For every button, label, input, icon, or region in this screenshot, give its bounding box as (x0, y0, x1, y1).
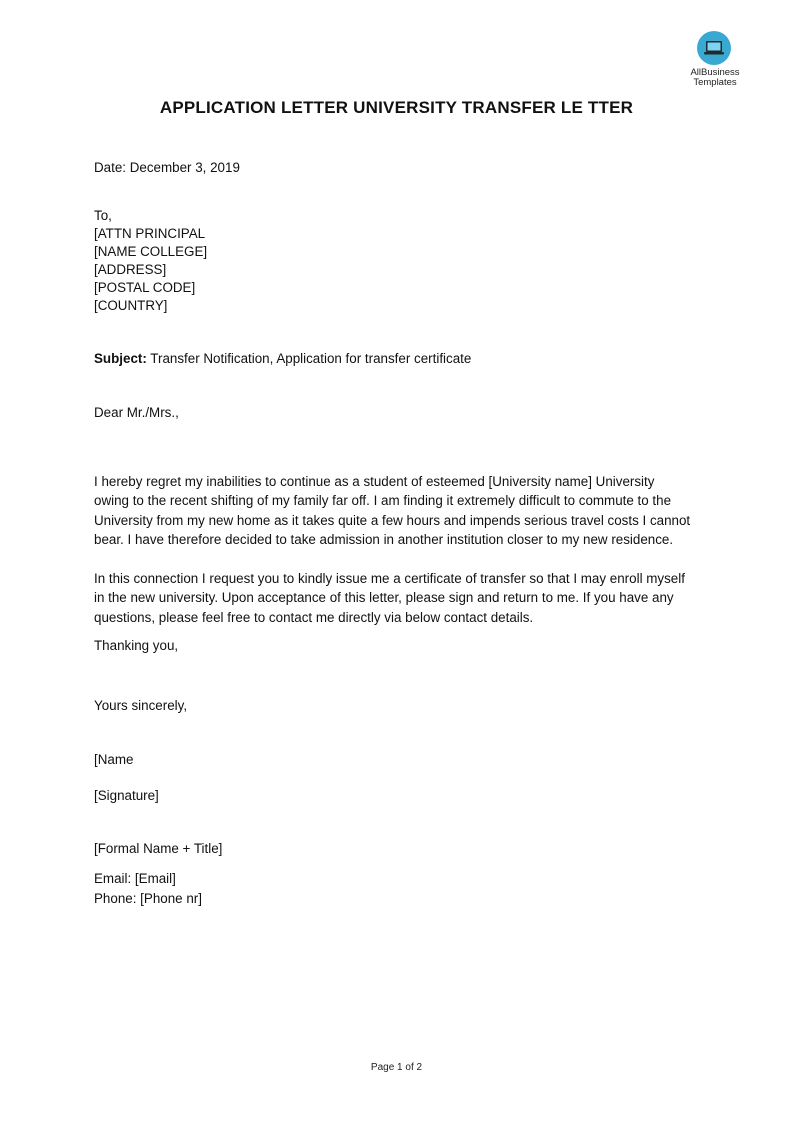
paragraph-line: University from my new home as it takes quite a few hours and impends serious travel costs I cannot (94, 512, 691, 528)
closing-line: Yours sincerely, (94, 698, 188, 713)
logo-badge (697, 31, 731, 65)
paragraph-line: bear. I have therefore decided to take admission in another institution closer to my new residence. (94, 532, 674, 548)
logo-text (683, 68, 747, 87)
salutation: Dear Mr./Mrs., (94, 405, 179, 420)
contact-phone: Phone: [Phone nr] (94, 891, 202, 906)
allbusiness-logo[interactable] (683, 31, 747, 91)
logo-line-2: Templates (693, 76, 737, 88)
subject-label: Subject: (94, 351, 147, 366)
paragraph-2 (94, 569, 699, 627)
paragraph-line: I hereby regret my inabilities to continue as a student of esteemed [University name] University (94, 474, 655, 489)
recipient-line: [POSTAL CODE] (94, 280, 196, 295)
recipient-line: [COUNTRY] (94, 298, 168, 313)
laptop-icon (697, 31, 731, 65)
logo-line-1: AllBusiness (690, 67, 740, 78)
paragraph-line: in the new university. Upon acceptance of this letter, please sign and return to me. If you have any (94, 590, 674, 606)
signature-name: [Name (94, 752, 134, 767)
recipient-line: [ADDRESS] (94, 262, 167, 277)
recipient-line: [ATTN PRINCIPAL (94, 226, 206, 241)
paragraph-line: owing to the recent shifting of my family far off. I am finding it extremely difficult to commute to the (94, 493, 672, 509)
subject-text: Transfer Notification, Application for transfer certificate (146, 351, 472, 366)
document-title: APPLICATION LETTER UNIVERSITY TRANSFER LE TTER (159, 98, 634, 117)
subject-line (94, 350, 471, 368)
paragraph-line: In this connection I request you to kindly issue me a certificate of transfer so that I may enroll myself (94, 571, 685, 586)
paragraph-1 (94, 472, 699, 550)
formal-name-title: [Formal Name + Title] (94, 841, 223, 856)
page-number: Page 1 of 2 (370, 1062, 423, 1073)
thanking-line: Thanking you, (94, 638, 179, 653)
letter-date: Date: December 3, 2019 (94, 160, 240, 175)
recipient-to: To, (94, 208, 112, 223)
signature-placeholder: [Signature] (94, 788, 159, 803)
recipient-line: [NAME COLLEGE] (94, 244, 208, 259)
paragraph-line: questions, please feel free to contact me directly via below contact details. (94, 609, 534, 625)
contact-email: Email: [Email] (94, 871, 176, 886)
recipient-address-block (94, 207, 207, 315)
